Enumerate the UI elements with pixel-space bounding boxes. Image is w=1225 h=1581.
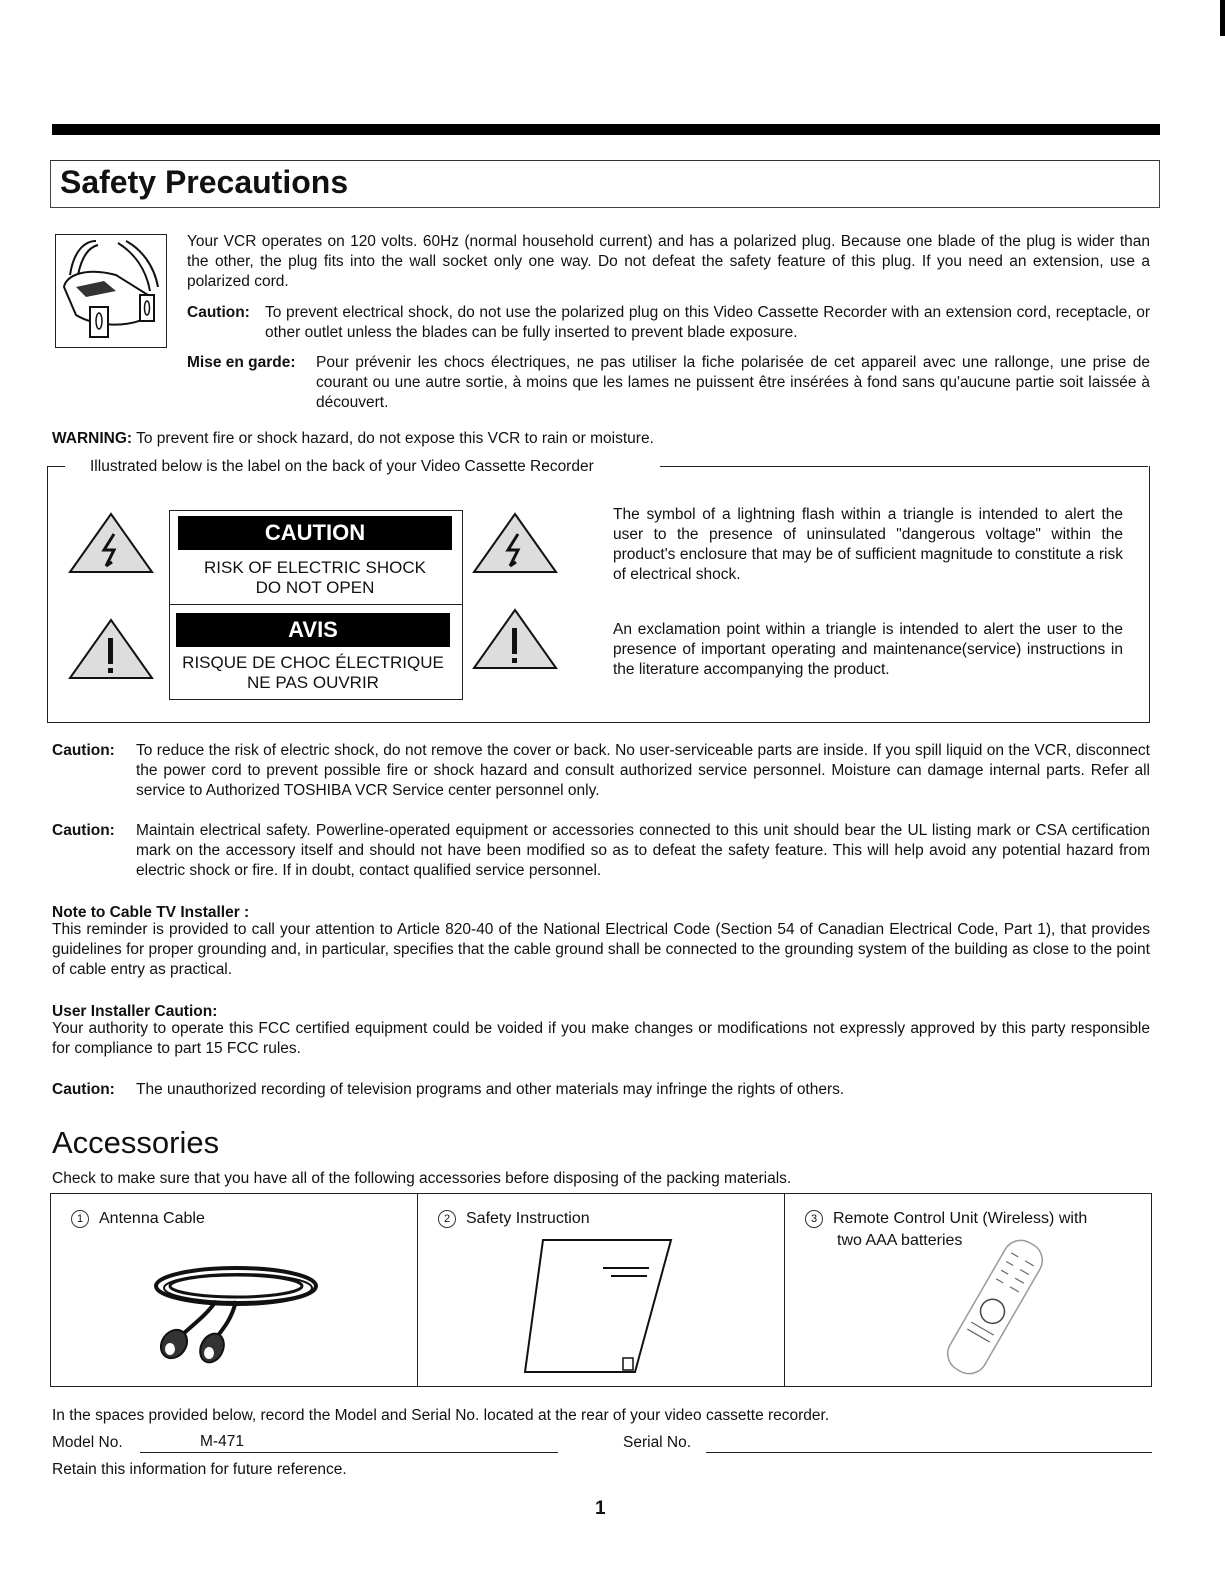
plug-caution <box>187 303 1150 343</box>
caution-label: Caution: <box>52 1081 115 1098</box>
accessories-table <box>50 1193 1152 1387</box>
caution-line-2: DO NOT OPEN <box>255 578 375 597</box>
retain-note: Retain this information for future reference. <box>52 1461 347 1478</box>
caution-label: Caution: <box>187 304 250 321</box>
lightning-triangle-icon <box>472 512 558 579</box>
safety-instruction-booklet-icon <box>523 1238 673 1379</box>
sign-divider <box>169 604 463 605</box>
item-label: Safety Instruction <box>466 1210 590 1227</box>
avis-line-1: RISQUE DE CHOC ÉLECTRIQUE <box>182 653 444 672</box>
item-number: 2 <box>438 1210 456 1228</box>
item-number: 1 <box>71 1210 89 1228</box>
page-number: 1 <box>595 1498 606 1519</box>
avis-heading: AVIS <box>176 613 450 647</box>
header-rule <box>52 124 1160 135</box>
item-label: Remote Control Unit (Wireless) with <box>833 1210 1088 1227</box>
exclamation-triangle-icon <box>472 608 558 675</box>
warning-text: To prevent fire or shock hazard, do not expose this VCR to rain or moisture. <box>136 430 654 447</box>
avis-line-2: NE PAS OUVRIR <box>247 673 379 692</box>
item-number: 3 <box>805 1210 823 1228</box>
item-label: Antenna Cable <box>99 1210 205 1227</box>
mise-label: Mise en garde: <box>187 354 296 371</box>
caution-sign-section <box>178 516 452 598</box>
caution-text: To reduce the risk of electric shock, do not remove the cover or back. No user-serviceable parts are inside. If you spill liquid on the VCR, disconnect the power cord to prevent possible fire or shock hazard and consult authorized service personnel. Moisture can damage internal parts. Refer all service to Authorized TOSHIBA VCR Service center personnel only. <box>136 742 1150 799</box>
page-edge-mark <box>1220 0 1225 36</box>
accessory-item <box>785 1194 1151 1386</box>
caution-line-1: RISK OF ELECTRIC SHOCK <box>204 558 426 577</box>
accessories-title: Accessories <box>52 1125 220 1160</box>
cable-note-text: This reminder is provided to call your attention to Article 820-40 of the National Electrical Code (Section 54 of Canadian Electrical Code, Part 1), that provides guidelines for proper grounding and, in particular, specifies that the cable ground shall be connected to the grounding system of the building as close to the point of cable entry as practical. <box>52 921 1150 978</box>
model-number-field[interactable] <box>140 1433 558 1453</box>
caution-text: To prevent electrical shock, do not use the polarized plug on this Video Cassette Recorder with an extension cord, receptacle, or other outlet unless the blades can be fully inserted to prevent blade exposure. <box>265 304 1150 341</box>
model-number-label: Model No. <box>52 1434 123 1451</box>
caution-label: Caution: <box>52 742 115 759</box>
antenna-cable-icon <box>146 1256 326 1371</box>
exclamation-triangle-icon <box>68 618 154 685</box>
item-label-2: two AAA batteries <box>837 1232 963 1249</box>
warning-line <box>52 429 1152 449</box>
lightning-explanation: The symbol of a lightning flash within a triangle is intended to alert the user to the presence of uninsulated "dangerous voltage" within the product's enclosure that may be of sufficient magnitude to constitute a risk of electrical shock. <box>613 506 1123 583</box>
accessories-intro: Check to make sure that you have all of the following accessories before disposing of the packing materials. <box>52 1170 792 1187</box>
label-caption: Illustrated below is the label on the back of your Video Cassette Recorder <box>90 458 594 475</box>
mise-en-garde <box>187 353 1150 413</box>
cable-note-heading: Note to Cable TV Installer : <box>52 904 250 921</box>
accessory-item <box>418 1194 785 1386</box>
page-title: Safety Precautions <box>60 164 349 200</box>
serial-number-field[interactable] <box>706 1433 1152 1453</box>
frame-top-right-rule <box>660 466 1148 467</box>
caution-heading: CAUTION <box>178 516 452 550</box>
caution-block <box>52 741 1150 801</box>
polarized-plug-paragraph: Your VCR operates on 120 volts. 60Hz (normal household current) and has a polarized plug. Because one blade of the plug is wider than the other, the plug fits into the wall socket only one way. Do not defeat the safety feature of this plug. If you need an extension, use a polarized cord. <box>187 233 1150 290</box>
mise-text: Pour prévenir les chocs électriques, ne pas utiliser la fiche polarisée de cet appareil avec une rallonge, une prise de courant ou une autre sortie, à moins que les lames ne puissent être insérées à fond sans qu'aucune partie soit laissée à découvert. <box>316 354 1150 411</box>
remote-control-icon <box>920 1232 1070 1387</box>
record-intro: In the spaces provided below, record the Model and Serial No. located at the rear of your video cassette recorder. <box>52 1407 830 1424</box>
recording-caution <box>52 1080 1150 1100</box>
caution-text: The unauthorized recording of television programs and other materials may infringe the rights of others. <box>136 1081 845 1098</box>
caution-block <box>52 821 1150 881</box>
warning-label: WARNING: <box>52 430 133 447</box>
lightning-triangle-icon <box>68 512 154 579</box>
exclamation-explanation: An exclamation point within a triangle is intended to alert the user to the presence of important operating and maintenance(service) instructions in the literature accompanying the product. <box>613 621 1123 678</box>
accessory-item <box>51 1194 418 1386</box>
caution-text: Maintain electrical safety. Powerline-operated equipment or accessories connected to this unit should bear the UL listing mark or CSA certification mark on the accessory itself and should not have been modified so as to defeat the safety feature. This will help avoid any potential hazard from electric shock or fire. If in doubt, contact qualified service personnel. <box>136 822 1150 879</box>
avis-sign-section <box>176 613 450 693</box>
user-installer-heading: User Installer Caution: <box>52 1003 218 1020</box>
polarized-plug-icon <box>55 234 167 348</box>
model-number-value: M-471 <box>200 1433 244 1450</box>
serial-number-label: Serial No. <box>623 1434 692 1451</box>
user-installer-text: Your authority to operate this FCC certified equipment could be voided if you make changes or modifications not expressly approved by this party responsible for compliance to part 15 FCC rules. <box>52 1020 1150 1057</box>
caution-label: Caution: <box>52 822 115 839</box>
frame-top-left-rule <box>47 466 65 467</box>
